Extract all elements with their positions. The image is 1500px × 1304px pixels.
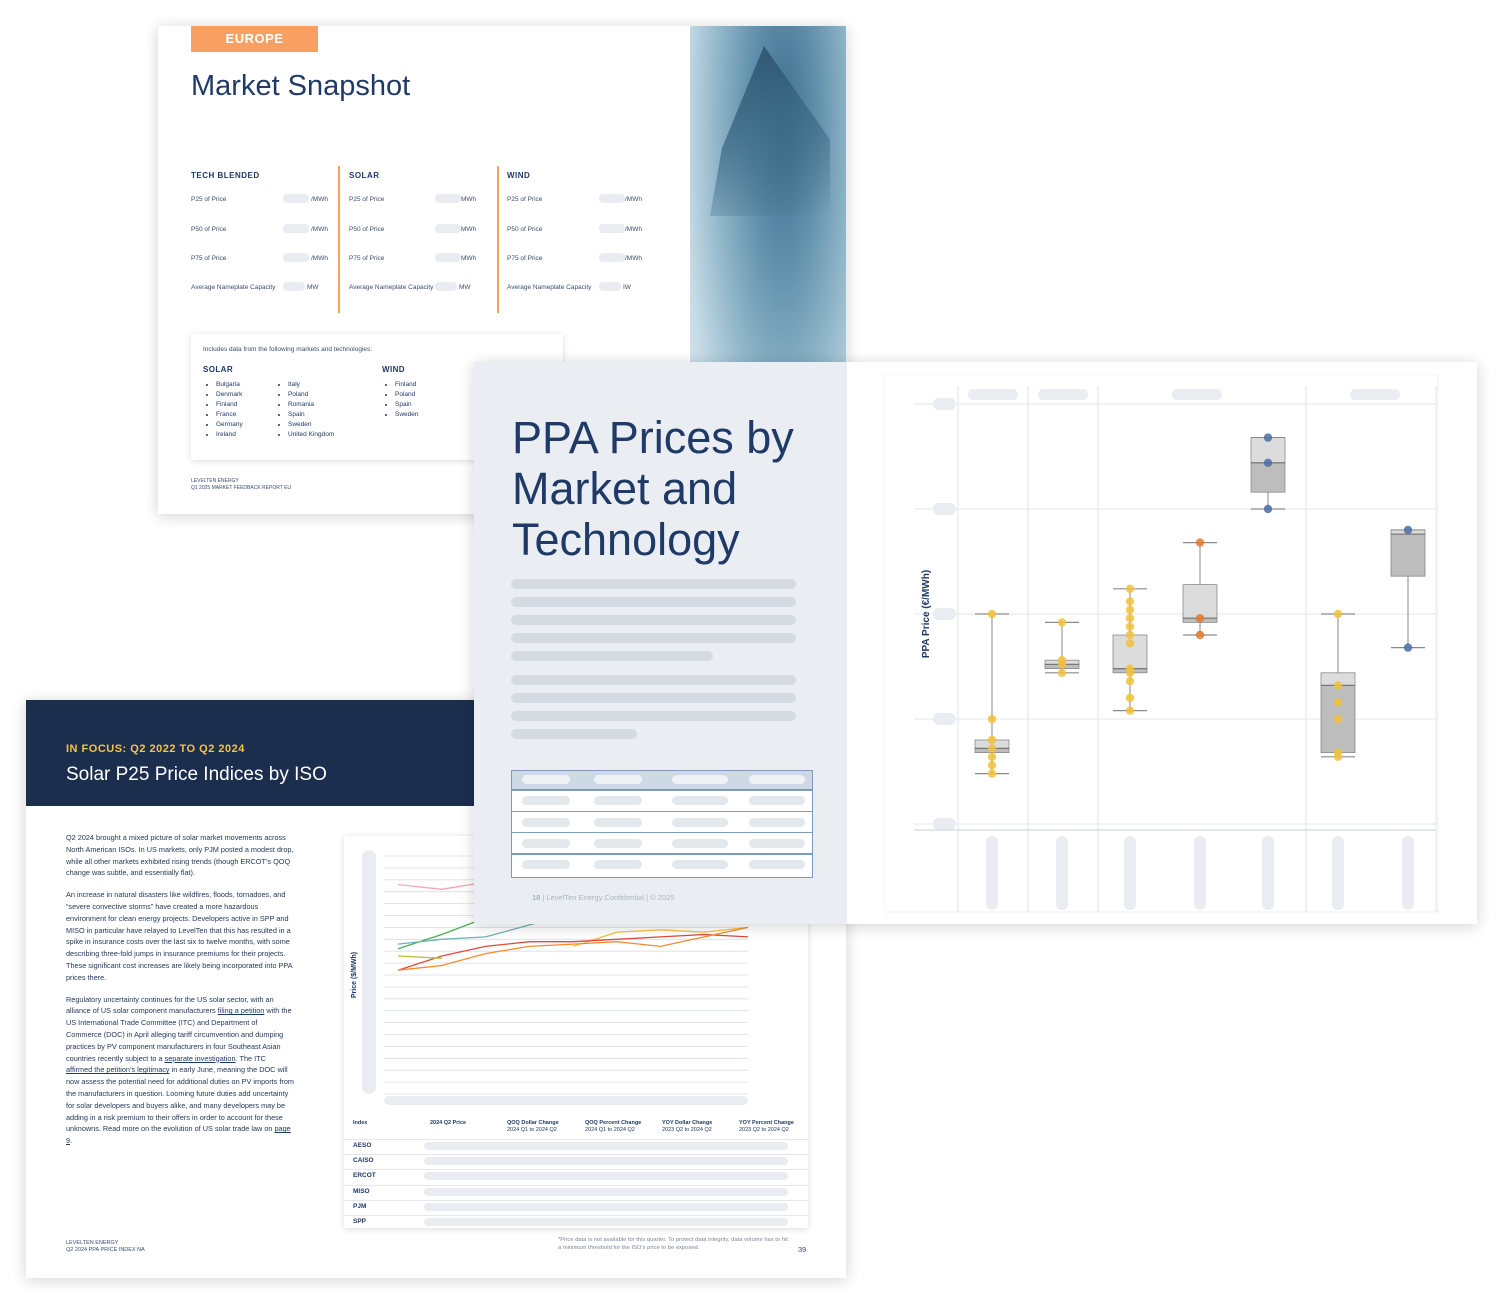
- data-point: [1264, 459, 1272, 467]
- redacted-cell: [522, 839, 570, 848]
- x-tick-label-redacted: [1194, 836, 1206, 910]
- y-tick-labels-redacted: [362, 850, 376, 1094]
- redacted-value: [435, 253, 461, 262]
- data-point: [1126, 694, 1134, 702]
- data-point: [1126, 614, 1134, 622]
- market-list-item: • Sweden: [288, 420, 334, 430]
- redacted-value: [435, 224, 461, 233]
- redacted-row-values: [424, 1142, 788, 1150]
- metric-row: [191, 284, 336, 291]
- market-list-item: • Romania: [288, 400, 334, 410]
- y-tick-label-redacted: [933, 503, 956, 515]
- series-line: [398, 956, 442, 958]
- data-point: [1126, 622, 1134, 630]
- kicker: IN FOCUS: Q2 2022 TO Q2 2024: [66, 743, 245, 755]
- table-header-sub: 2023 Q2 to 2024 Q2: [739, 1127, 789, 1133]
- metric-label: P75 of Price: [349, 255, 385, 262]
- table-header: QOQ Percent Change: [585, 1120, 642, 1126]
- metric-unit: /MWh: [311, 226, 328, 233]
- redacted-cell: [672, 775, 728, 784]
- redacted-text-line: [511, 615, 796, 625]
- redacted-text-line: [511, 579, 796, 589]
- table-row-label: MISO: [353, 1187, 370, 1195]
- metric-unit: /MWh: [311, 255, 328, 262]
- row-divider: [344, 1200, 808, 1201]
- x-tick-label-redacted: [986, 836, 998, 910]
- series-line: [398, 927, 748, 970]
- data-point: [988, 610, 996, 618]
- table-header: QOQ Dollar Change: [507, 1120, 559, 1126]
- column-divider: [338, 166, 340, 313]
- box-upper: [1183, 585, 1217, 619]
- y-axis-label: PPA Price (€/MWh): [921, 569, 932, 659]
- data-point: [988, 753, 996, 761]
- column-heading: SOLAR: [349, 171, 380, 180]
- table-header-sub: 2024 Q1 to 2024 Q2: [585, 1127, 635, 1133]
- row-divider: [512, 832, 812, 834]
- footer-company: LEVELTEN ENERGY: [66, 1240, 119, 1246]
- chart-frame: [884, 374, 1438, 912]
- metric-unit: /MWh: [625, 255, 642, 262]
- page-number: 39: [798, 1245, 807, 1254]
- redacted-text-line: [511, 729, 637, 739]
- group-label-redacted: [1038, 389, 1088, 400]
- metric-label: Average Nameplate Capacity: [191, 284, 276, 291]
- data-point: [1404, 526, 1412, 534]
- market-list-item: • Finland: [216, 400, 243, 410]
- redacted-cell: [594, 860, 642, 869]
- metric-row: [507, 226, 652, 233]
- metric-label: P50 of Price: [191, 226, 227, 233]
- redacted-row-values: [424, 1172, 788, 1180]
- table-row-label: ERCOT: [353, 1172, 376, 1180]
- metric-unit: MW: [307, 284, 319, 291]
- page-title: Market Snapshot: [191, 70, 411, 102]
- data-point: [1126, 606, 1134, 614]
- footer-report: Q1 2025 MARKET FEEDBACK REPORT EU: [191, 485, 292, 491]
- region-tag: EUROPE: [191, 26, 318, 52]
- redacted-cell: [749, 860, 805, 869]
- y-tick-label-redacted: [933, 713, 956, 725]
- x-tick-labels-redacted: [384, 1096, 748, 1105]
- x-tick-label-redacted: [1402, 836, 1414, 910]
- wind-column: [507, 171, 652, 180]
- metric-label: P25 of Price: [191, 196, 227, 203]
- wind-heading: WIND: [382, 365, 405, 374]
- metric-unit: IW: [623, 284, 631, 291]
- redacted-cell: [749, 818, 805, 827]
- column-heading: TECH BLENDED: [191, 171, 260, 180]
- metric-unit: MWh: [461, 255, 477, 262]
- redacted-row-values: [424, 1157, 788, 1165]
- data-point: [988, 736, 996, 744]
- footer-page-number: 18: [532, 893, 541, 902]
- data-point: [1126, 677, 1134, 685]
- filing-petition-link[interactable]: filing a petition: [217, 1006, 265, 1016]
- row-divider: [344, 1169, 808, 1170]
- summary-table: [511, 770, 813, 878]
- redacted-value: [435, 194, 461, 203]
- data-point: [988, 769, 996, 777]
- solar-column: [349, 171, 494, 180]
- redacted-value: [283, 282, 305, 291]
- redacted-cell: [749, 839, 805, 848]
- metric-label: P75 of Price: [191, 255, 227, 262]
- redacted-cell: [522, 775, 570, 784]
- metric-unit: /MWh: [625, 226, 642, 233]
- market-list-item: • Bulgaria: [216, 380, 243, 390]
- metric-label: P50 of Price: [349, 226, 385, 233]
- data-point: [1126, 585, 1134, 593]
- data-point: [1334, 715, 1342, 723]
- page-footer: [66, 1240, 145, 1254]
- redacted-value: [283, 224, 309, 233]
- data-point: [1126, 664, 1134, 672]
- table-header-sub: 2024 Q1 to 2024 Q2: [507, 1127, 557, 1133]
- table-header: Index: [353, 1120, 368, 1126]
- solar-heading: SOLAR: [203, 365, 233, 374]
- row-divider: [344, 1154, 808, 1155]
- y-tick-label-redacted: [933, 818, 956, 830]
- y-tick-label-redacted: [933, 608, 956, 620]
- data-point: [1264, 505, 1272, 513]
- page-9-link[interactable]: page 9: [66, 1124, 291, 1146]
- metric-label: P50 of Price: [507, 226, 543, 233]
- page-footer: [191, 478, 291, 492]
- y-tick-label-redacted: [933, 398, 956, 410]
- redacted-text-line: [511, 651, 713, 661]
- metric-row: [191, 226, 336, 233]
- redacted-cell: [749, 796, 805, 805]
- table-header: YOY Percent Change: [739, 1120, 794, 1126]
- redacted-row-values: [424, 1203, 788, 1211]
- metric-row: [349, 226, 494, 233]
- data-point: [1126, 631, 1134, 639]
- metric-unit: /MWh: [311, 196, 328, 203]
- data-point: [988, 715, 996, 723]
- group-label-redacted: [968, 389, 1018, 400]
- footer-company: LEVELTEN ENERGY: [191, 478, 239, 484]
- data-point: [1334, 698, 1342, 706]
- redacted-cell: [672, 818, 728, 827]
- redacted-cell: [594, 818, 642, 827]
- data-point: [988, 761, 996, 769]
- data-point: [1058, 656, 1066, 664]
- paragraph: Regulatory uncertainty continues for the US solar sector, with an alliance of US solar component manufacturers filing a petition with the US International Trade Committee (ITC) and Department of Commerce (DOC) in April alleging tariff circumvention and dumping practices by PV component manufacturers in four Southeast Asian countries recently subject to a separate investigation. The ITC affirmed the petition’s legitimacy in early June, meaning the DOC will now assess the potential need for additional duties on PV imports from the manufacturers in question. Looming future duties add uncertainty for solar developers and buyers alike, and many developers may be adding in a risk premium to their offers in order to account for these unknowns. Read more on the evolution of US solar trade law on page 9.: [66, 994, 294, 1146]
- metric-row: [191, 196, 336, 203]
- table-row-label: PJM: [353, 1202, 367, 1210]
- metric-unit: MW: [459, 284, 471, 291]
- market-list-item: • Sweden: [395, 410, 419, 420]
- metric-unit: MWh: [461, 196, 477, 203]
- redacted-cell: [522, 796, 570, 805]
- group-label-redacted: [1172, 389, 1222, 400]
- market-list-item: • Finland: [395, 380, 419, 390]
- redacted-text-line: [511, 633, 796, 643]
- data-point: [1196, 614, 1204, 622]
- metric-row: [349, 196, 494, 203]
- redacted-text-line: [511, 597, 796, 607]
- footer-report: Q2 2024 PPA PRICE INDEX NA: [66, 1247, 145, 1253]
- page-title: Solar P25 Price Indices by ISO: [66, 764, 327, 785]
- metric-label: P75 of Price: [507, 255, 543, 262]
- series-line: [398, 882, 486, 889]
- table-header-sub: 2023 Q2 to 2024 Q2: [662, 1127, 712, 1133]
- ppa-prices-page: [474, 362, 1477, 924]
- row-divider: [344, 1185, 808, 1186]
- row-divider: [512, 811, 812, 813]
- tech-blended-column: [191, 171, 336, 180]
- redacted-value: [599, 224, 625, 233]
- column-heading: WIND: [507, 171, 531, 180]
- data-point: [1334, 610, 1342, 618]
- data-point: [1264, 433, 1272, 441]
- redacted-value: [435, 282, 457, 291]
- affirmed-petition-link[interactable]: affirmed the petition’s legitimacy: [66, 1065, 170, 1075]
- redacted-text-line: [511, 711, 796, 721]
- redacted-cell: [594, 796, 642, 805]
- metric-row: [507, 255, 652, 262]
- body-text: [66, 832, 294, 1157]
- redacted-text-line: [511, 693, 796, 703]
- page-title: PPA Prices by Market and Technology: [512, 412, 794, 565]
- metric-label: Average Nameplate Capacity: [507, 284, 592, 291]
- box-lower: [1391, 534, 1425, 576]
- footer-text: | LevelTen Energy Confidential | © 2025: [540, 893, 675, 902]
- redacted-cell: [594, 839, 642, 848]
- data-point: [1404, 643, 1412, 651]
- wind-markets-list: [382, 380, 419, 420]
- row-divider: [512, 789, 812, 791]
- data-point: [1334, 748, 1342, 756]
- column-divider: [497, 166, 499, 313]
- x-tick-label-redacted: [1056, 836, 1068, 910]
- group-label-redacted: [1350, 389, 1400, 400]
- metric-label: P25 of Price: [507, 196, 543, 203]
- redacted-cell: [672, 796, 728, 805]
- redacted-cell: [594, 775, 642, 784]
- redacted-cell: [749, 775, 805, 784]
- separate-investigation-link[interactable]: separate investigation: [164, 1053, 236, 1063]
- metric-row: [349, 284, 494, 291]
- redacted-row-values: [424, 1188, 788, 1196]
- row-divider: [512, 853, 812, 855]
- market-list-item: • Germany: [216, 420, 243, 430]
- market-list-item: • Spain: [288, 410, 334, 420]
- market-list-item: • United Kingdom: [288, 430, 334, 440]
- page-footer: [532, 893, 674, 902]
- paragraph: Q2 2024 brought a mixed picture of solar market movements across North American ISOs. In US markets, only PJM posted a modest drop, while all other markets exhibited rising trends (though ERCOT’s QOQ change was subtle, and essentially flat).: [66, 833, 294, 878]
- data-point: [988, 744, 996, 752]
- data-point: [1196, 631, 1204, 639]
- redacted-row-values: [424, 1218, 788, 1226]
- redacted-value: [283, 194, 309, 203]
- row-divider: [344, 1215, 808, 1216]
- table-header: YOY Dollar Change: [662, 1120, 713, 1126]
- data-point: [1058, 618, 1066, 626]
- metric-label: P25 of Price: [349, 196, 385, 203]
- x-tick-label-redacted: [1332, 836, 1344, 910]
- table-header: 2024 Q2 Price: [430, 1120, 467, 1126]
- redacted-cell: [672, 860, 728, 869]
- metric-label: Average Nameplate Capacity: [349, 284, 434, 291]
- redacted-value: [283, 253, 309, 262]
- metric-unit: MWh: [461, 226, 477, 233]
- redacted-value: [599, 282, 621, 291]
- x-tick-label-redacted: [1124, 836, 1136, 910]
- solar-markets-list-b: [275, 380, 334, 440]
- redacted-value: [599, 253, 625, 262]
- redacted-cell: [522, 818, 570, 827]
- market-list-item: • Ireland: [216, 430, 243, 440]
- metric-row: [349, 255, 494, 262]
- footnote: *Price data is not available for this quarter. To protect data integrity, data volume has to hit a minimum threshold for the ISO’s price to be exposed.: [558, 1237, 788, 1251]
- data-point: [1334, 681, 1342, 689]
- market-list-item: • Spain: [395, 400, 419, 410]
- table-row-label: AESO: [353, 1142, 372, 1149]
- row-divider: [344, 1139, 808, 1140]
- redacted-value: [599, 194, 625, 203]
- redacted-cell: [672, 839, 728, 848]
- paragraph: An increase in natural disasters like wildfires, floods, tornadoes, and “severe convective storms” have created a more hazardous environment for clean energy projects. Developers active in SPP and MISO in particular have relayed to LevelTen that this has resulted in a spike in insurance costs over the last six to twelve months, with some describing three-fold jumps in insurance premiums for their projects. These significant cost increases are likely being incorporated into PPA prices there.: [66, 890, 293, 982]
- data-point: [1126, 706, 1134, 714]
- market-list-item: • France: [216, 410, 243, 420]
- redacted-text-line: [511, 675, 796, 685]
- market-list-item: • Denmark: [216, 390, 243, 400]
- solar-markets-list-a: [203, 380, 243, 440]
- market-list-item: • Italy: [288, 380, 334, 390]
- series-line: [398, 935, 748, 971]
- box-plot-chart: [884, 374, 1440, 914]
- market-list-item: • Poland: [395, 390, 419, 400]
- metric-row: [507, 284, 652, 291]
- y-axis-label: Price ($/MWh): [351, 951, 358, 999]
- data-point: [1196, 538, 1204, 546]
- data-point: [1126, 639, 1134, 647]
- box-lower: [1251, 463, 1285, 492]
- intro-pane: [474, 362, 847, 924]
- x-tick-label-redacted: [1262, 836, 1274, 910]
- data-point: [1126, 597, 1134, 605]
- metric-row: [507, 196, 652, 203]
- metric-unit: /MWh: [625, 196, 642, 203]
- redacted-cell: [522, 860, 570, 869]
- data-point: [1058, 669, 1066, 677]
- market-list-item: • Poland: [288, 390, 334, 400]
- metric-row: [191, 255, 336, 262]
- includes-note: Includes data from the following markets and technologies:: [203, 346, 373, 353]
- table-row-label: SPP: [353, 1218, 367, 1225]
- table-row-label: CAISO: [353, 1157, 374, 1165]
